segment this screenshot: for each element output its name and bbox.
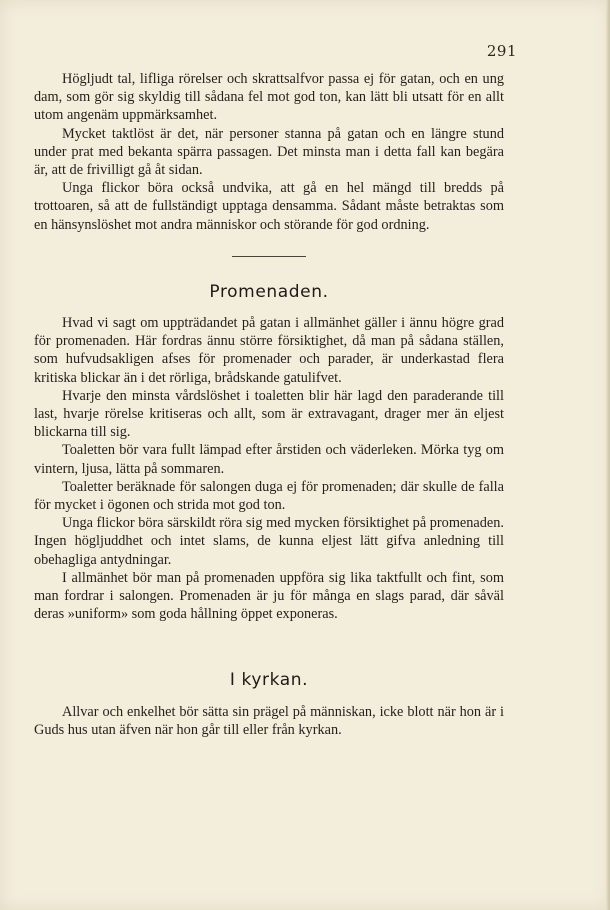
section-heading-promenaden: Promenaden.	[209, 281, 329, 302]
paragraph: Unga flickor böra särskildt röra sig med mycken försiktighet på promenaden. Ingen högljuddhet och intet slams, de kunna eljest lätt gifva anledning till obehagliga antydningar.	[34, 515, 504, 568]
section-divider	[232, 256, 306, 257]
paragraph: Hvad vi sagt om uppträdandet på gatan i allmänhet gäller i ännu högre grad för promenaden. Här fordras ännu större försiktighet, då man på sådana ställen, som hufvudsakligen afses för promenader och parader, är underkastad flera kritiska blickar än i det rörliga, brådskande gatulifvet.	[34, 315, 504, 386]
paragraph: Mycket taktlöst är det, när personer stanna på gatan och en längre stund under prat med bekanta spärra passagen. Det minsta man i detta fall kan begära är, att de frivilligt gå åt sidan.	[34, 125, 504, 179]
section-heading-kyrkan: I kyrkan.	[229, 670, 309, 691]
paragraph: Unga flickor böra också undvika, att gå en hel mängd till bredds på trottoaren, så att de fullständigt upptaga densamma. Sådant måste betraktas som en hänsynslöshet mot andra människor och störande för god ordning.	[34, 180, 504, 233]
text-column	[34, 70, 504, 739]
paragraph: Allvar och enkelhet bör sätta sin prägel på människan, icke blott när hon är i Guds hus utan äfven när hon går till eller från kyrkan.	[34, 703, 504, 738]
paragraph: I allmänhet bör man på promenaden uppföra sig lika taktfullt och fint, som man fordrar i salongen. Promenaden är ju för många en slags parad, där såväl deras »uniform» som goda hållning öppet exponeras.	[34, 569, 504, 623]
page-edge	[606, 0, 610, 910]
paragraph: Toaletten bör vara fullt lämpad efter årstiden och väderleken. Mörka tyg om vintern, ljusa, lätta på sommaren.	[34, 442, 504, 477]
paragraph: Hvarje den minsta vårdslöshet i toaletten blir här lagd den paraderande till last, hvarje rörelse kritiseras och allt, som är extravagant, drager mer än eljest blickarna till sig.	[34, 387, 504, 441]
paragraph: Toaletter beräknade för salongen duga ej för promenaden; där skulle de falla för mycket i ögonen och strida mot god ton.	[34, 478, 504, 514]
paragraph: Högljudt tal, lifliga rörelser och skrattsalfvor passa ej för gatan, och en ung dam, som gör sig skyldig till sådana fel mot god ton, kan lätt bli utsatt för en allt utom angenäm uppmärksamhet.	[34, 71, 504, 124]
page-number: 291	[486, 42, 517, 60]
